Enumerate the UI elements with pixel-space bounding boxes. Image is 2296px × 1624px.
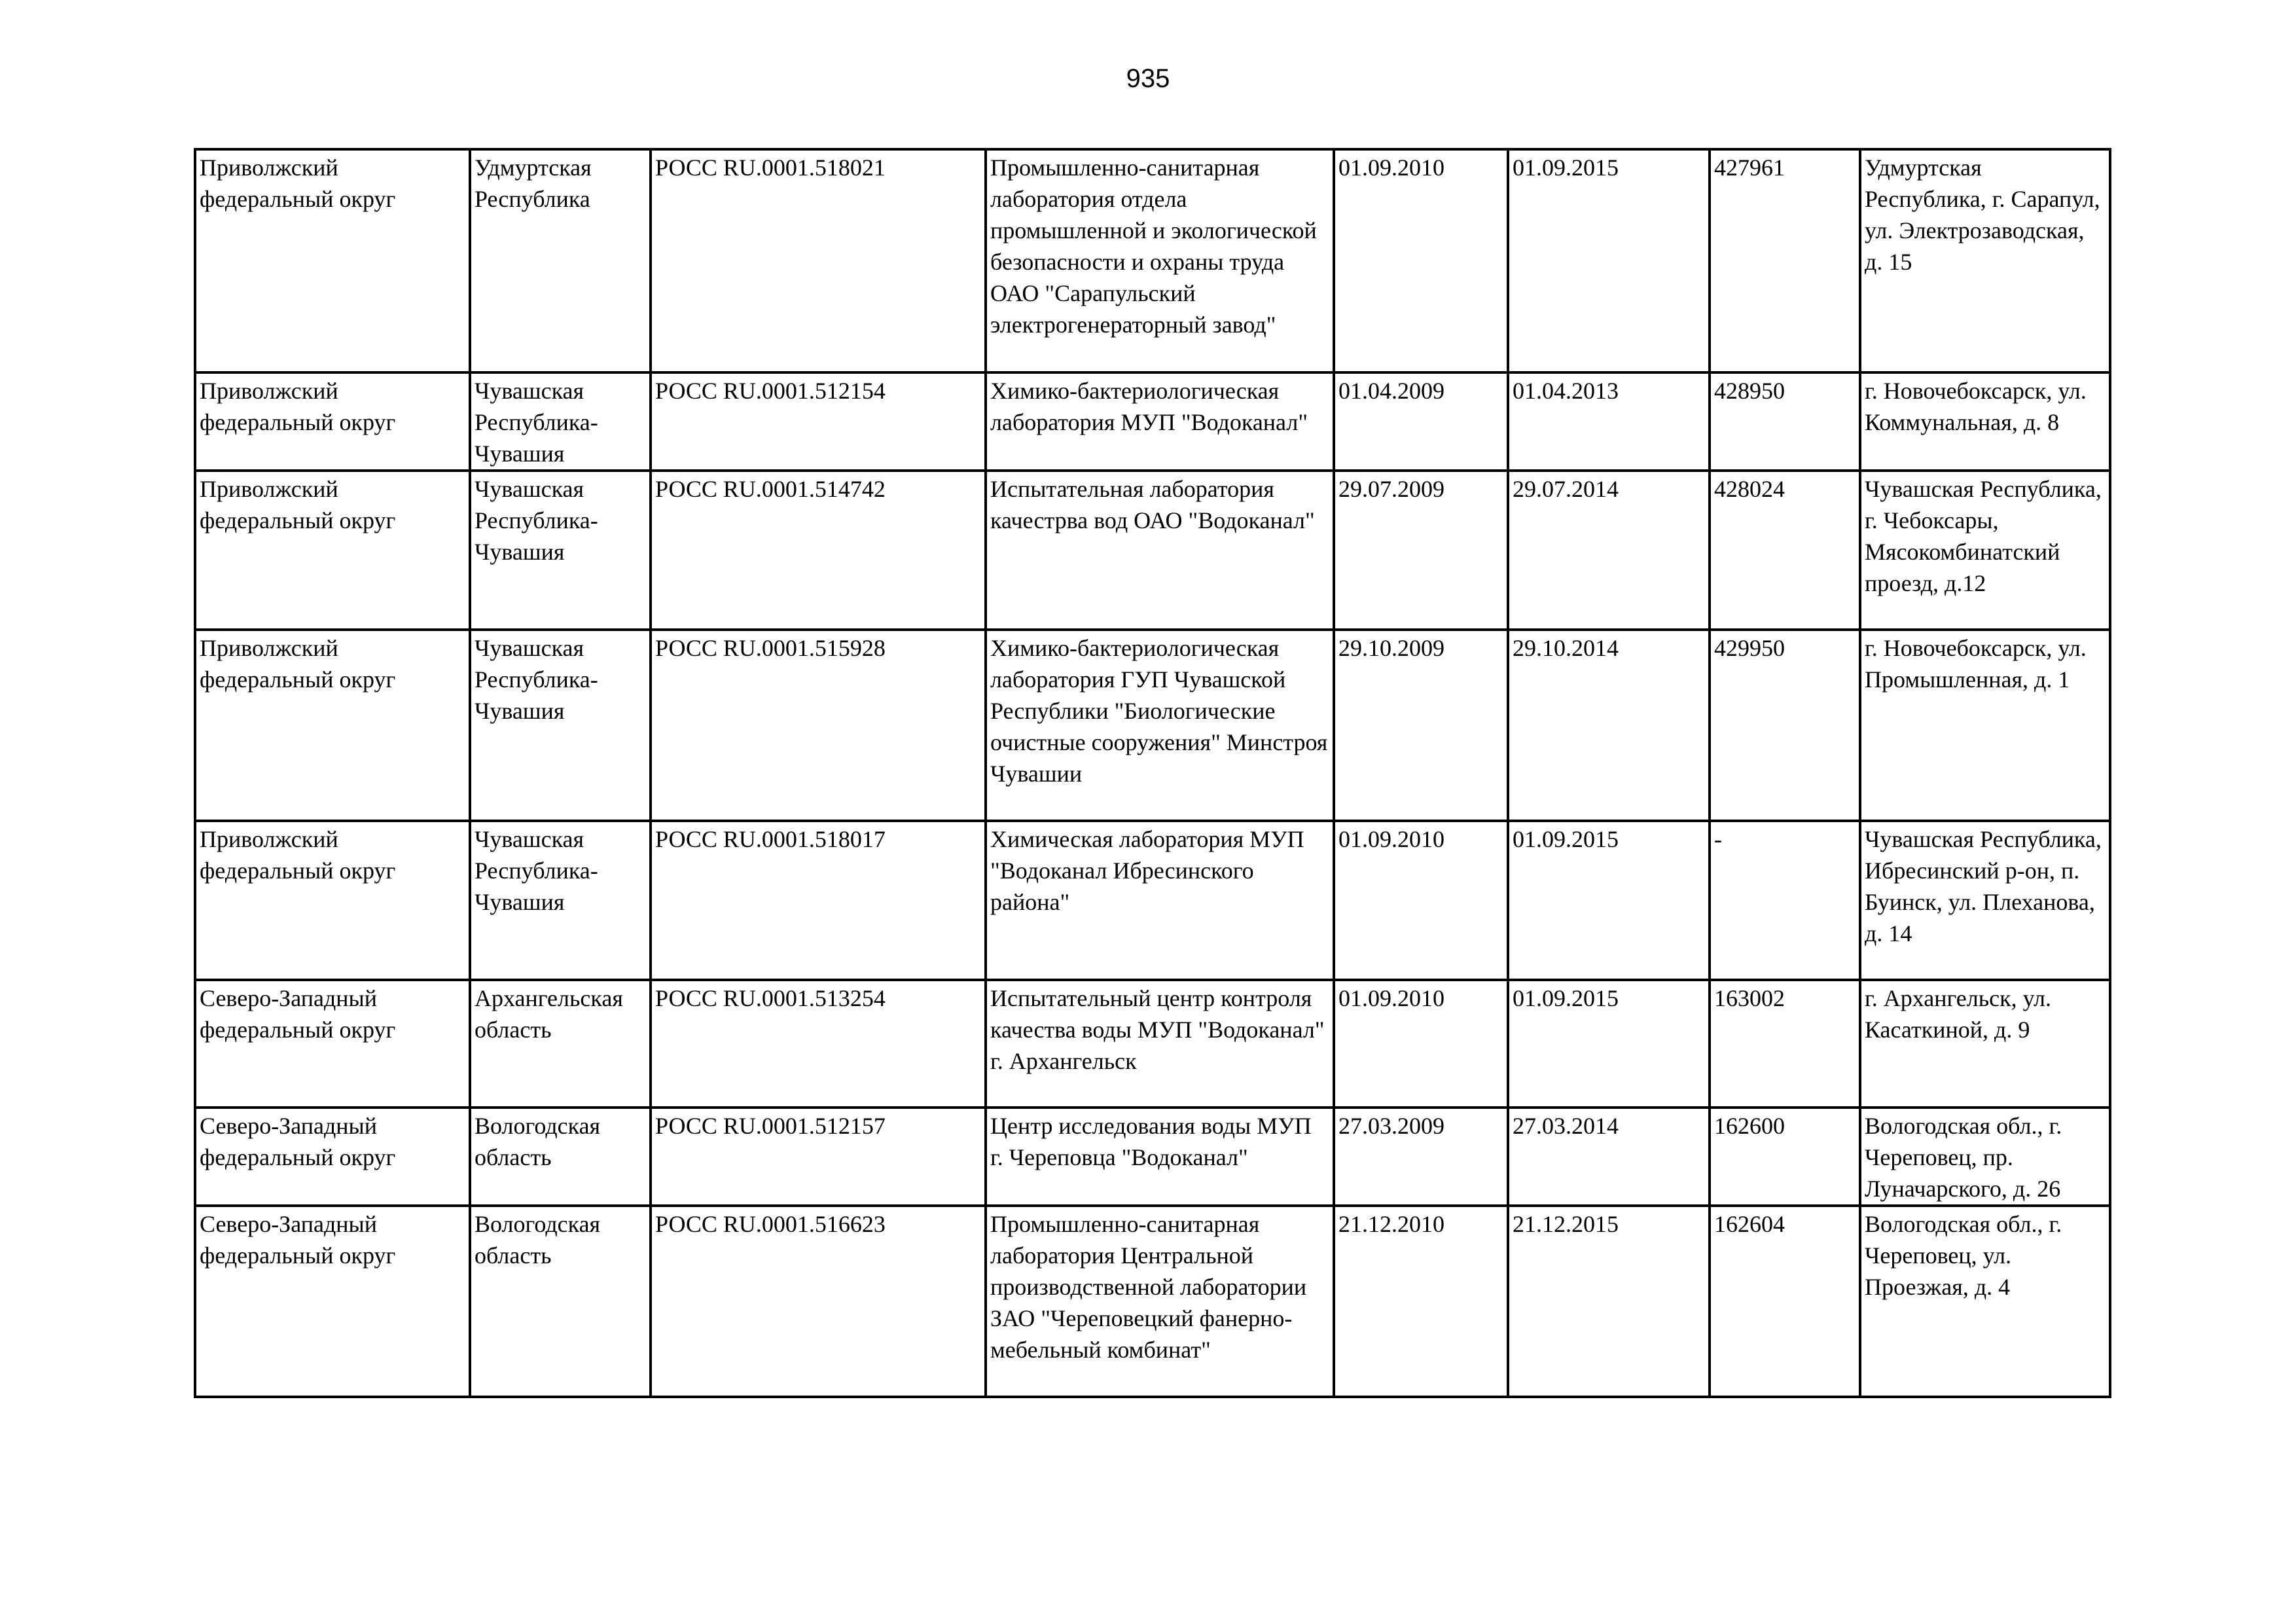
laboratory-cell: Испытательная лаборатория качестрва вод ОАО "Водоканал" xyxy=(986,471,1334,630)
postcode-cell: 429950 xyxy=(1710,630,1860,821)
date-from-cell: 01.04.2009 xyxy=(1334,372,1508,471)
postcode-cell: 428950 xyxy=(1710,372,1860,471)
postcode-cell: 427961 xyxy=(1710,149,1860,372)
table-row xyxy=(195,372,2110,471)
table-row xyxy=(195,980,2110,1108)
region-cell: Удмуртская Республика xyxy=(470,149,651,372)
region-cell: Чувашская Республика-Чувашия xyxy=(470,471,651,630)
date-from-cell: 21.12.2010 xyxy=(1334,1206,1508,1397)
date-to-cell: 29.07.2014 xyxy=(1508,471,1710,630)
laboratory-cell: Химико-бактериологическая лаборатория МУП "Водоканал" xyxy=(986,372,1334,471)
certificate-cell: РОСС RU.0001.512157 xyxy=(651,1108,986,1206)
table-row xyxy=(195,1108,2110,1206)
certificate-cell: РОСС RU.0001.514742 xyxy=(651,471,986,630)
address-cell: г. Новочебоксарск, ул. Промышленная, д. 1 xyxy=(1860,630,2110,821)
region-cell: Вологодская область xyxy=(470,1206,651,1397)
laboratory-cell: Химико-бактериологическая лаборатория ГУП Чувашской Республики "Биологические очистные сооружения" Минстроя Чувашии xyxy=(986,630,1334,821)
district-cell: Приволжский федеральный округ xyxy=(195,372,470,471)
postcode-cell: 162604 xyxy=(1710,1206,1860,1397)
district-cell: Приволжский федеральный округ xyxy=(195,149,470,372)
district-cell: Северо-Западный федеральный округ xyxy=(195,1206,470,1397)
date-to-cell: 21.12.2015 xyxy=(1508,1206,1710,1397)
laboratory-cell: Промышленно-санитарная лаборатория Центральной производственной лаборатории ЗАО "Череповецкий фанерно-мебельный комбинат" xyxy=(986,1206,1334,1397)
table-row xyxy=(195,471,2110,630)
postcode-cell: - xyxy=(1710,821,1860,980)
postcode-cell: 163002 xyxy=(1710,980,1860,1108)
region-cell: Архангельская область xyxy=(470,980,651,1108)
certificate-cell: РОСС RU.0001.512154 xyxy=(651,372,986,471)
district-cell: Северо-Западный федеральный округ xyxy=(195,1108,470,1206)
certificate-cell: РОСС RU.0001.518021 xyxy=(651,149,986,372)
district-cell: Приволжский федеральный округ xyxy=(195,821,470,980)
date-from-cell: 01.09.2010 xyxy=(1334,821,1508,980)
date-to-cell: 27.03.2014 xyxy=(1508,1108,1710,1206)
date-to-cell: 01.09.2015 xyxy=(1508,149,1710,372)
postcode-cell: 428024 xyxy=(1710,471,1860,630)
district-cell: Северо-Западный федеральный округ xyxy=(195,980,470,1108)
page-number: 935 xyxy=(1126,64,1170,93)
address-cell: Чувашская Республика, Ибресинский р-он, п. Буинск, ул. Плеханова, д. 14 xyxy=(1860,821,2110,980)
address-cell: Вологодская обл., г. Череповец, пр. Луначарского, д. 26 xyxy=(1860,1108,2110,1206)
certificate-cell: РОСС RU.0001.518017 xyxy=(651,821,986,980)
laboratory-cell: Химическая лаборатория МУП "Водоканал Ибресинского района" xyxy=(986,821,1334,980)
postcode-cell: 162600 xyxy=(1710,1108,1860,1206)
date-from-cell: 01.09.2010 xyxy=(1334,149,1508,372)
address-cell: Вологодская обл., г. Череповец, ул. Проезжая, д. 4 xyxy=(1860,1206,2110,1397)
laboratory-cell: Промышленно-санитарная лаборатория отдела промышленной и экологической безопасности и охраны труда ОАО "Сарапульский электрогенераторный завод" xyxy=(986,149,1334,372)
date-to-cell: 01.09.2015 xyxy=(1508,821,1710,980)
date-from-cell: 01.09.2010 xyxy=(1334,980,1508,1108)
certificate-cell: РОСС RU.0001.513254 xyxy=(651,980,986,1108)
region-cell: Чувашская Республика-Чувашия xyxy=(470,821,651,980)
table-row xyxy=(195,149,2110,372)
date-from-cell: 27.03.2009 xyxy=(1334,1108,1508,1206)
table-row xyxy=(195,821,2110,980)
address-cell: г. Архангельск, ул. Касаткиной, д. 9 xyxy=(1860,980,2110,1108)
laboratory-registry-table xyxy=(194,148,2111,1398)
certificate-cell: РОСС RU.0001.515928 xyxy=(651,630,986,821)
certificate-cell: РОСС RU.0001.516623 xyxy=(651,1206,986,1397)
date-to-cell: 29.10.2014 xyxy=(1508,630,1710,821)
date-from-cell: 29.07.2009 xyxy=(1334,471,1508,630)
date-from-cell: 29.10.2009 xyxy=(1334,630,1508,821)
district-cell: Приволжский федеральный округ xyxy=(195,471,470,630)
date-to-cell: 01.04.2013 xyxy=(1508,372,1710,471)
table-row xyxy=(195,1206,2110,1397)
table-row xyxy=(195,630,2110,821)
date-to-cell: 01.09.2015 xyxy=(1508,980,1710,1108)
address-cell: г. Новочебоксарск, ул. Коммунальная, д. 8 xyxy=(1860,372,2110,471)
address-cell: Чувашская Республика, г. Чебоксары, Мясокомбинатский проезд, д.12 xyxy=(1860,471,2110,630)
laboratory-cell: Испытательный центр контроля качества воды МУП "Водоканал" г. Архангельск xyxy=(986,980,1334,1108)
region-cell: Чувашская Республика-Чувашия xyxy=(470,372,651,471)
region-cell: Чувашская Республика-Чувашия xyxy=(470,630,651,821)
district-cell: Приволжский федеральный округ xyxy=(195,630,470,821)
region-cell: Вологодская область xyxy=(470,1108,651,1206)
address-cell: Удмуртская Республика, г. Сарапул, ул. Электрозаводская, д. 15 xyxy=(1860,149,2110,372)
laboratory-cell: Центр исследования воды МУП г. Череповца "Водоканал" xyxy=(986,1108,1334,1206)
